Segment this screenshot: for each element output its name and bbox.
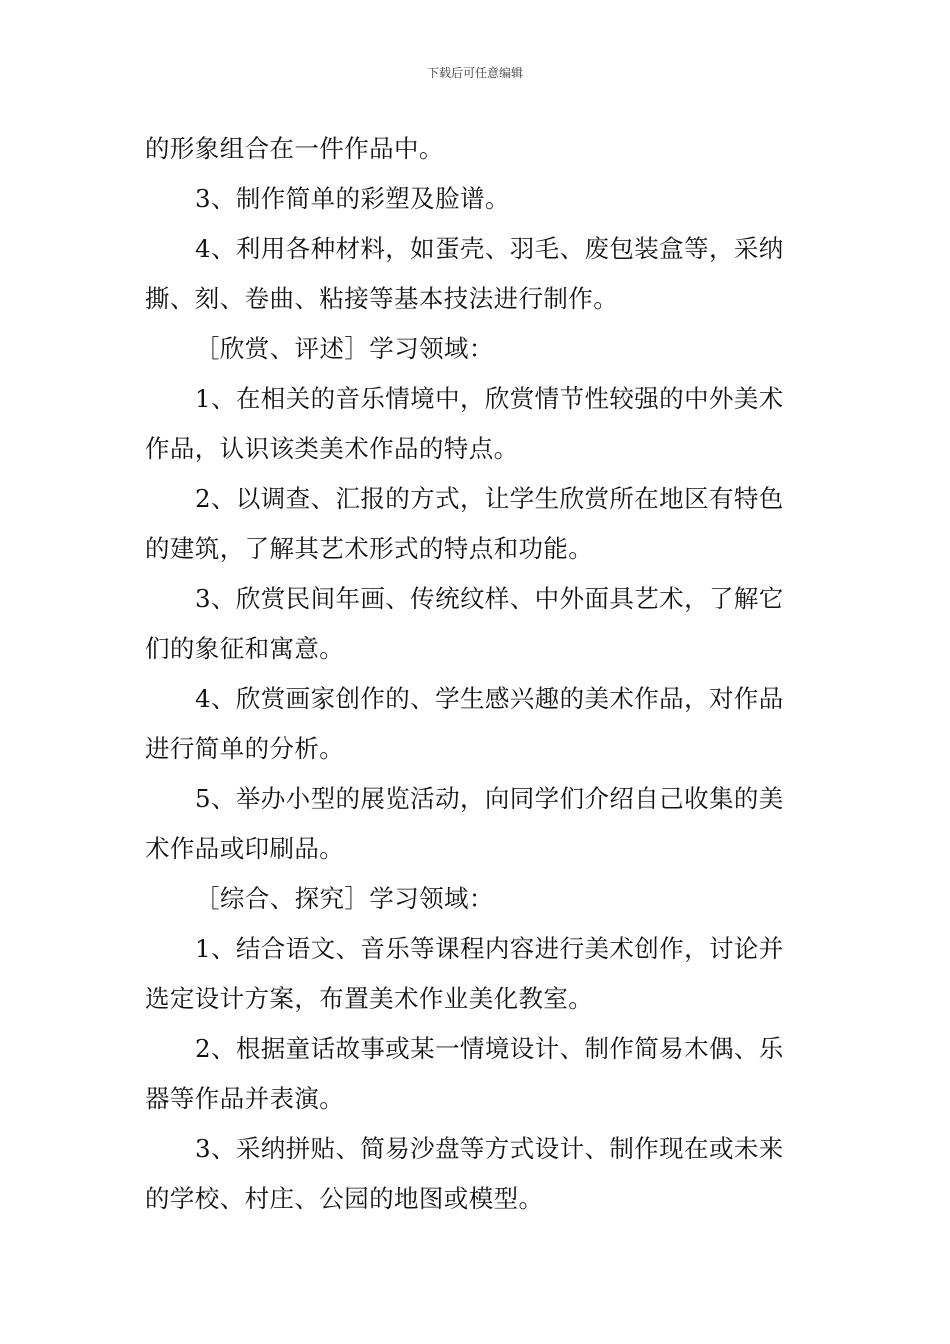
text-line-15: 术作品或印刷品。	[145, 834, 345, 863]
text-line-22: 的学校、村庄、公园的地图或模型。	[145, 1184, 544, 1213]
page-header: 下载后可任意编辑	[426, 66, 523, 80]
section-heading-appreciation: ［欣赏、评述］学习领域：	[195, 334, 494, 363]
text-line-1: 的形象组合在一件作品中。	[145, 134, 444, 163]
text-line-20: 器等作品并表演。	[145, 1084, 345, 1113]
text-line-12: 4、欣赏画家创作的、学生感兴趣的美术作品，对作品	[195, 684, 784, 713]
text-line-9: 的建筑，了解其艺术形式的特点和功能。	[145, 534, 594, 563]
document-body	[145, 124, 815, 1224]
section-heading-integration: ［综合、探究］学习领域：	[195, 884, 494, 913]
text-line-2: 3、制作简单的彩塑及脸谱。	[195, 184, 510, 213]
text-line-14: 5、举办小型的展览活动，向同学们介绍自己收集的美	[195, 784, 784, 813]
text-line-4: 撕、刻、卷曲、粘接等基本技法进行制作。	[145, 284, 619, 313]
text-line-3: 4、利用各种材料，如蛋壳、羽毛、废包装盒等，采纳	[195, 234, 784, 263]
text-line-13: 进行简单的分析。	[145, 734, 345, 763]
text-line-21: 3、采纳拼贴、简易沙盘等方式设计、制作现在或未来	[195, 1134, 784, 1163]
text-line-18: 选定设计方案，布置美术作业美化教室。	[145, 984, 594, 1013]
text-line-8: 2、以调查、汇报的方式，让学生欣赏所在地区有特色	[195, 484, 784, 513]
text-line-10: 3、欣赏民间年画、传统纹样、中外面具艺术，了解它	[195, 584, 784, 613]
text-line-6: 1、在相关的音乐情境中，欣赏情节性较强的中外美术	[195, 384, 784, 413]
text-line-11: 们的象征和寓意。	[145, 634, 345, 663]
text-line-17: 1、结合语文、音乐等课程内容进行美术创作，讨论并	[195, 934, 784, 963]
text-line-7: 作品，认识该类美术作品的特点。	[145, 434, 519, 463]
text-line-19: 2、根据童话故事或某一情境设计、制作简易木偶、乐	[195, 1034, 784, 1063]
